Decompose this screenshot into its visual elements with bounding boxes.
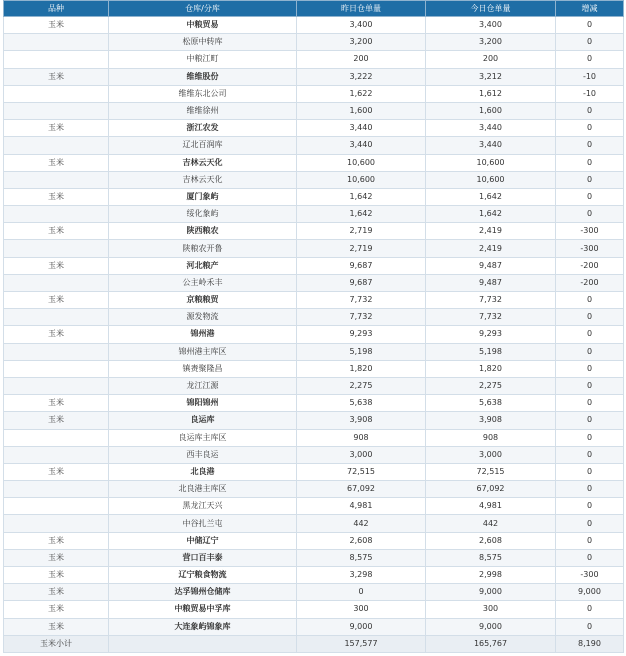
table-row bbox=[4, 309, 624, 326]
table-row bbox=[4, 584, 624, 601]
today-cell: 442 bbox=[426, 515, 556, 532]
change-cell: -10 bbox=[556, 85, 624, 102]
warehouse-cell: 维维东北公司 bbox=[109, 85, 297, 102]
yesterday-cell: 442 bbox=[297, 515, 426, 532]
table-row bbox=[4, 601, 624, 618]
yesterday-cell: 7,732 bbox=[297, 292, 426, 309]
total-variety-cell: 玉米小计 bbox=[4, 635, 109, 652]
table-row bbox=[4, 618, 624, 635]
yesterday-cell: 9,000 bbox=[297, 618, 426, 635]
change-cell: -10 bbox=[556, 68, 624, 85]
yesterday-cell: 3,200 bbox=[297, 34, 426, 51]
yesterday-cell: 1,600 bbox=[297, 102, 426, 119]
warehouse-cell: 龙江江源 bbox=[109, 377, 297, 394]
warehouse-cell: 良运库主库区 bbox=[109, 429, 297, 446]
yesterday-cell: 1,622 bbox=[297, 85, 426, 102]
warehouse-cell: 维维股份 bbox=[109, 68, 297, 85]
variety-cell: 玉米 bbox=[4, 17, 109, 34]
variety-cell: 玉米 bbox=[4, 618, 109, 635]
today-cell: 9,487 bbox=[426, 274, 556, 291]
variety-cell: 玉米 bbox=[4, 463, 109, 480]
yesterday-cell: 3,440 bbox=[297, 120, 426, 137]
today-cell: 8,575 bbox=[426, 549, 556, 566]
warehouse-cell: 浙江农发 bbox=[109, 120, 297, 137]
warehouse-cell: 达孚锦州仓储库 bbox=[109, 584, 297, 601]
change-cell: 0 bbox=[556, 532, 624, 549]
warehouse-cell: 厦门象屿 bbox=[109, 188, 297, 205]
table-row bbox=[4, 549, 624, 566]
change-cell: -300 bbox=[556, 223, 624, 240]
warehouse-cell: 中谷扎兰屯 bbox=[109, 515, 297, 532]
warehouse-cell: 中储辽宁 bbox=[109, 532, 297, 549]
today-cell: 3,908 bbox=[426, 412, 556, 429]
today-cell: 67,092 bbox=[426, 481, 556, 498]
yesterday-cell: 4,981 bbox=[297, 498, 426, 515]
yesterday-cell: 7,732 bbox=[297, 309, 426, 326]
today-cell: 3,400 bbox=[426, 17, 556, 34]
today-cell: 10,600 bbox=[426, 154, 556, 171]
variety-cell bbox=[4, 377, 109, 394]
variety-cell bbox=[4, 343, 109, 360]
table-row bbox=[4, 223, 624, 240]
today-cell: 9,000 bbox=[426, 584, 556, 601]
total-change-cell: 8,190 bbox=[556, 635, 624, 652]
yesterday-cell: 9,293 bbox=[297, 326, 426, 343]
table-row bbox=[4, 412, 624, 429]
yesterday-cell: 908 bbox=[297, 429, 426, 446]
total-warehouse-cell bbox=[109, 635, 297, 652]
warehouse-cell: 大连象屿锦象库 bbox=[109, 618, 297, 635]
yesterday-cell: 2,719 bbox=[297, 223, 426, 240]
warehouse-cell: 吉林云天化 bbox=[109, 171, 297, 188]
table-row bbox=[4, 515, 624, 532]
yesterday-cell: 8,575 bbox=[297, 549, 426, 566]
table-row bbox=[4, 532, 624, 549]
today-cell: 2,998 bbox=[426, 567, 556, 584]
change-cell: -200 bbox=[556, 274, 624, 291]
variety-cell bbox=[4, 498, 109, 515]
variety-cell: 玉米 bbox=[4, 584, 109, 601]
change-cell: 0 bbox=[556, 463, 624, 480]
warehouse-cell: 北良港 bbox=[109, 463, 297, 480]
today-cell: 1,642 bbox=[426, 206, 556, 223]
change-cell: 0 bbox=[556, 377, 624, 394]
warehouse-cell: 北良港主库区 bbox=[109, 481, 297, 498]
yesterday-cell: 3,908 bbox=[297, 412, 426, 429]
change-cell: 0 bbox=[556, 481, 624, 498]
today-cell: 2,275 bbox=[426, 377, 556, 394]
yesterday-cell: 10,600 bbox=[297, 154, 426, 171]
table-row bbox=[4, 429, 624, 446]
table-row bbox=[4, 360, 624, 377]
change-cell: 0 bbox=[556, 343, 624, 360]
change-cell: 0 bbox=[556, 549, 624, 566]
variety-cell bbox=[4, 85, 109, 102]
variety-cell: 玉米 bbox=[4, 549, 109, 566]
variety-cell: 玉米 bbox=[4, 601, 109, 618]
change-cell: 0 bbox=[556, 515, 624, 532]
header-yesterday[interactable]: 昨日仓单量 bbox=[297, 1, 426, 17]
table-row bbox=[4, 326, 624, 343]
yesterday-cell: 3,400 bbox=[297, 17, 426, 34]
today-cell: 2,419 bbox=[426, 240, 556, 257]
today-cell: 7,732 bbox=[426, 292, 556, 309]
variety-cell bbox=[4, 34, 109, 51]
variety-cell: 玉米 bbox=[4, 120, 109, 137]
yesterday-cell: 200 bbox=[297, 51, 426, 68]
today-cell: 1,820 bbox=[426, 360, 556, 377]
warehouse-cell: 辽北百润库 bbox=[109, 137, 297, 154]
change-cell: -300 bbox=[556, 240, 624, 257]
variety-cell: 玉米 bbox=[4, 188, 109, 205]
variety-cell bbox=[4, 206, 109, 223]
variety-cell: 玉米 bbox=[4, 223, 109, 240]
variety-cell bbox=[4, 102, 109, 119]
variety-cell bbox=[4, 360, 109, 377]
yesterday-cell: 1,642 bbox=[297, 188, 426, 205]
warehouse-cell: 辽宁粮食物流 bbox=[109, 567, 297, 584]
header-today[interactable]: 今日仓单量 bbox=[426, 1, 556, 17]
today-cell: 10,600 bbox=[426, 171, 556, 188]
today-cell: 300 bbox=[426, 601, 556, 618]
table-row bbox=[4, 481, 624, 498]
yesterday-cell: 67,092 bbox=[297, 481, 426, 498]
today-cell: 1,612 bbox=[426, 85, 556, 102]
table-row bbox=[4, 188, 624, 205]
warehouse-cell: 锦州港主库区 bbox=[109, 343, 297, 360]
variety-cell bbox=[4, 481, 109, 498]
total-yesterday-cell: 157,577 bbox=[297, 635, 426, 652]
variety-cell bbox=[4, 171, 109, 188]
table-row bbox=[4, 85, 624, 102]
table-row bbox=[4, 343, 624, 360]
header-warehouse[interactable]: 仓库/分库 bbox=[109, 1, 297, 17]
yesterday-cell: 2,608 bbox=[297, 532, 426, 549]
yesterday-cell: 5,198 bbox=[297, 343, 426, 360]
change-cell: 0 bbox=[556, 51, 624, 68]
change-cell: -200 bbox=[556, 257, 624, 274]
yesterday-cell: 3,440 bbox=[297, 137, 426, 154]
today-cell: 9,487 bbox=[426, 257, 556, 274]
table-row bbox=[4, 377, 624, 394]
table-row bbox=[4, 17, 624, 34]
variety-cell bbox=[4, 515, 109, 532]
yesterday-cell: 5,638 bbox=[297, 395, 426, 412]
yesterday-cell: 1,820 bbox=[297, 360, 426, 377]
total-row bbox=[4, 635, 624, 652]
today-cell: 3,440 bbox=[426, 120, 556, 137]
today-cell: 1,642 bbox=[426, 188, 556, 205]
today-cell: 72,515 bbox=[426, 463, 556, 480]
table-row bbox=[4, 34, 624, 51]
yesterday-cell: 3,298 bbox=[297, 567, 426, 584]
table-row bbox=[4, 567, 624, 584]
today-cell: 4,981 bbox=[426, 498, 556, 515]
yesterday-cell: 2,719 bbox=[297, 240, 426, 257]
variety-cell bbox=[4, 446, 109, 463]
yesterday-cell: 10,600 bbox=[297, 171, 426, 188]
warehouse-receipt-table bbox=[3, 0, 624, 653]
change-cell: 0 bbox=[556, 412, 624, 429]
change-cell: 0 bbox=[556, 618, 624, 635]
yesterday-cell: 3,000 bbox=[297, 446, 426, 463]
warehouse-cell: 松原中转库 bbox=[109, 34, 297, 51]
table-row bbox=[4, 206, 624, 223]
variety-cell bbox=[4, 51, 109, 68]
variety-cell: 玉米 bbox=[4, 412, 109, 429]
today-cell: 3,000 bbox=[426, 446, 556, 463]
table-row bbox=[4, 498, 624, 515]
change-cell: 0 bbox=[556, 601, 624, 618]
warehouse-cell: 锦阳锦州 bbox=[109, 395, 297, 412]
variety-cell bbox=[4, 137, 109, 154]
table-row bbox=[4, 446, 624, 463]
table-row bbox=[4, 154, 624, 171]
change-cell: 0 bbox=[556, 154, 624, 171]
header-row bbox=[4, 1, 624, 17]
today-cell: 2,608 bbox=[426, 532, 556, 549]
variety-cell: 玉米 bbox=[4, 395, 109, 412]
table-row bbox=[4, 292, 624, 309]
total-today-cell: 165,767 bbox=[426, 635, 556, 652]
today-cell: 3,440 bbox=[426, 137, 556, 154]
table-row bbox=[4, 68, 624, 85]
variety-cell bbox=[4, 240, 109, 257]
change-cell: -300 bbox=[556, 567, 624, 584]
variety-cell bbox=[4, 429, 109, 446]
yesterday-cell: 2,275 bbox=[297, 377, 426, 394]
variety-cell: 玉米 bbox=[4, 326, 109, 343]
warehouse-cell: 河北粮产 bbox=[109, 257, 297, 274]
table-row bbox=[4, 51, 624, 68]
change-cell: 0 bbox=[556, 137, 624, 154]
change-cell: 0 bbox=[556, 171, 624, 188]
warehouse-cell: 锦州港 bbox=[109, 326, 297, 343]
today-cell: 7,732 bbox=[426, 309, 556, 326]
today-cell: 9,000 bbox=[426, 618, 556, 635]
table-body bbox=[4, 17, 624, 653]
warehouse-cell: 镇赉聚隆昌 bbox=[109, 360, 297, 377]
change-cell: 0 bbox=[556, 429, 624, 446]
variety-cell: 玉米 bbox=[4, 154, 109, 171]
change-cell: 0 bbox=[556, 188, 624, 205]
variety-cell: 玉米 bbox=[4, 567, 109, 584]
change-cell: 0 bbox=[556, 360, 624, 377]
today-cell: 200 bbox=[426, 51, 556, 68]
yesterday-cell: 3,222 bbox=[297, 68, 426, 85]
warehouse-cell: 维维徐州 bbox=[109, 102, 297, 119]
change-cell: 0 bbox=[556, 446, 624, 463]
warehouse-cell: 京粮粮贸 bbox=[109, 292, 297, 309]
table-row bbox=[4, 257, 624, 274]
table-header bbox=[4, 1, 624, 17]
table-row bbox=[4, 120, 624, 137]
today-cell: 5,198 bbox=[426, 343, 556, 360]
today-cell: 5,638 bbox=[426, 395, 556, 412]
warehouse-cell: 源发物流 bbox=[109, 309, 297, 326]
variety-cell bbox=[4, 309, 109, 326]
today-cell: 1,600 bbox=[426, 102, 556, 119]
table-row bbox=[4, 274, 624, 291]
change-cell: 0 bbox=[556, 120, 624, 137]
warehouse-cell: 绥化象屿 bbox=[109, 206, 297, 223]
warehouse-cell: 吉林云天化 bbox=[109, 154, 297, 171]
change-cell: 0 bbox=[556, 102, 624, 119]
warehouse-cell: 中粮贸易 bbox=[109, 17, 297, 34]
today-cell: 2,419 bbox=[426, 223, 556, 240]
warehouse-cell: 公主岭禾丰 bbox=[109, 274, 297, 291]
today-cell: 9,293 bbox=[426, 326, 556, 343]
table-row bbox=[4, 463, 624, 480]
change-cell: 0 bbox=[556, 34, 624, 51]
table-row bbox=[4, 102, 624, 119]
change-cell: 0 bbox=[556, 326, 624, 343]
change-cell: 9,000 bbox=[556, 584, 624, 601]
table-row bbox=[4, 137, 624, 154]
table-row bbox=[4, 240, 624, 257]
today-cell: 3,200 bbox=[426, 34, 556, 51]
variety-cell: 玉米 bbox=[4, 257, 109, 274]
change-cell: 0 bbox=[556, 309, 624, 326]
warehouse-cell: 中粮江町 bbox=[109, 51, 297, 68]
variety-cell: 玉米 bbox=[4, 68, 109, 85]
variety-cell bbox=[4, 274, 109, 291]
change-cell: 0 bbox=[556, 498, 624, 515]
warehouse-cell: 中粮贸易中孚库 bbox=[109, 601, 297, 618]
header-change[interactable]: 增减 bbox=[556, 1, 624, 17]
warehouse-cell: 西丰良运 bbox=[109, 446, 297, 463]
warehouse-cell: 良运库 bbox=[109, 412, 297, 429]
table-row bbox=[4, 395, 624, 412]
yesterday-cell: 72,515 bbox=[297, 463, 426, 480]
yesterday-cell: 9,687 bbox=[297, 274, 426, 291]
change-cell: 0 bbox=[556, 17, 624, 34]
variety-cell: 玉米 bbox=[4, 292, 109, 309]
today-cell: 908 bbox=[426, 429, 556, 446]
warehouse-cell: 陕西粮农 bbox=[109, 223, 297, 240]
today-cell: 3,212 bbox=[426, 68, 556, 85]
yesterday-cell: 0 bbox=[297, 584, 426, 601]
warehouse-cell: 营口百丰泰 bbox=[109, 549, 297, 566]
change-cell: 0 bbox=[556, 395, 624, 412]
yesterday-cell: 1,642 bbox=[297, 206, 426, 223]
yesterday-cell: 300 bbox=[297, 601, 426, 618]
change-cell: 0 bbox=[556, 292, 624, 309]
yesterday-cell: 9,687 bbox=[297, 257, 426, 274]
variety-cell: 玉米 bbox=[4, 532, 109, 549]
header-variety[interactable]: 品种 bbox=[4, 1, 109, 17]
warehouse-cell: 黑龙江天兴 bbox=[109, 498, 297, 515]
warehouse-cell: 陕粮农开鲁 bbox=[109, 240, 297, 257]
table-row bbox=[4, 171, 624, 188]
change-cell: 0 bbox=[556, 206, 624, 223]
